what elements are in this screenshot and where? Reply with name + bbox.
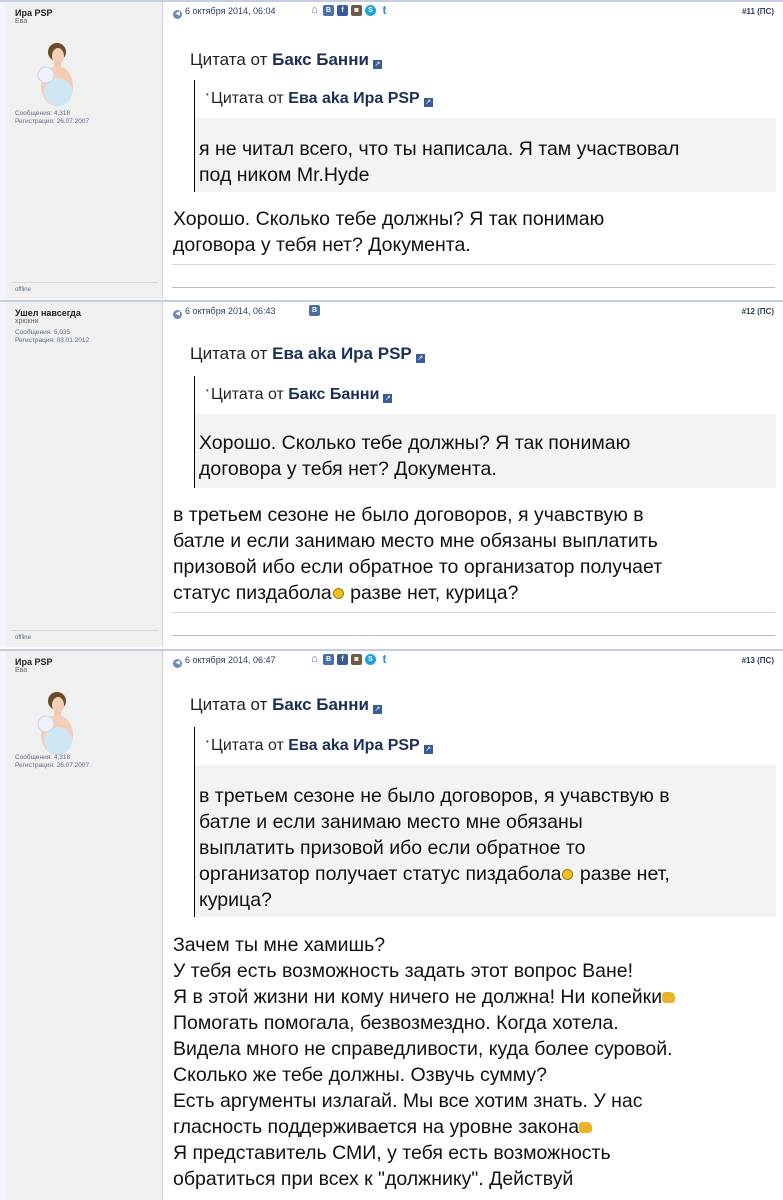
quote-box	[194, 727, 776, 917]
post-number-link[interactable]: #11 (ПС)	[742, 7, 774, 16]
quote-author-link[interactable]: Ева aka Ира PSP	[272, 344, 412, 363]
quote-author-link[interactable]: Бакс Банни	[272, 50, 369, 69]
post-link-icon[interactable]: ◀	[173, 10, 182, 19]
quote-header	[190, 695, 783, 715]
post	[0, 649, 783, 1200]
thumbs-up-icon	[579, 1122, 592, 1133]
user-messages-count: Сообщения: 4,318	[15, 754, 71, 761]
thumbs-up-icon	[662, 992, 675, 1003]
smiley-icon	[562, 869, 573, 880]
quote-label: Цитата от Бакс Банни ↗	[190, 50, 381, 69]
divider	[12, 282, 158, 283]
avatar[interactable]	[34, 691, 80, 757]
post-body: Хорошо. Сколько тебе должны? Я так понимаю договора у тебя нет? Документа.	[173, 208, 605, 256]
smiley-icon	[333, 588, 344, 599]
avatar[interactable]	[34, 42, 80, 108]
nested-quote-label: Цитата от Бакс Банни ↗	[211, 386, 391, 403]
quote-header	[190, 344, 783, 364]
post-body: в третьем сезоне не было договоров, я учавствую в батле и если занимаю место мне обязаны выплатить призовой ибо если обратное то организатор получает статус пиздабола разве нет, курица?	[173, 504, 663, 604]
divider	[172, 287, 775, 288]
quote-box	[194, 376, 776, 488]
instagram-icon[interactable]: ◙	[351, 654, 362, 665]
quote-label: Цитата от Бакс Банни ↗	[190, 695, 381, 714]
user-messages-count: Сообщения: 5,035	[15, 329, 71, 336]
skype-icon[interactable]: S	[365, 5, 376, 16]
jump-to-post-icon[interactable]: ↗	[425, 99, 432, 106]
nested-quote-header	[195, 376, 776, 414]
post-number-link[interactable]: #13 (ПС)	[741, 656, 774, 665]
jump-to-post-icon[interactable]: ↗	[417, 355, 424, 362]
quote-marker-icon: •	[206, 386, 209, 395]
post-number-link[interactable]: #12 (ПС)	[741, 307, 774, 316]
divider	[12, 630, 158, 631]
post-link-icon[interactable]: ◀	[173, 659, 182, 668]
home-icon[interactable]: ⌂	[311, 653, 318, 665]
user-title: Ева	[15, 667, 28, 674]
tumblr-icon[interactable]: t	[382, 652, 387, 666]
post	[0, 300, 783, 647]
home-icon[interactable]: ⌂	[311, 4, 318, 16]
post-body: Зачем ты мне хамишь? У тебя есть возможность задать этот вопрос Ване! Я в этой жизни ни кому ничего не должна! Ни копейки Помогать помогала, безвозмездно. Когда хотела. Видела много не справедливости, куда более суровой. Сколько же тебе должны. Озвучь сумму? Есть аргументы излагай. Мы все хотим знать. У нас гласность поддерживается на уровне закона Я представитель СМИ, у тебя есть возможность обратиться при всех к "должнику". Действуй	[173, 932, 775, 1192]
vk-icon[interactable]: B	[323, 5, 334, 16]
skype-icon[interactable]: S	[365, 654, 376, 665]
divider	[172, 635, 775, 636]
post-header	[164, 2, 783, 22]
user-title: хрюкни	[15, 318, 39, 325]
facebook-icon[interactable]: f	[337, 5, 348, 16]
post-content	[164, 2, 783, 299]
jump-to-post-icon[interactable]: ↗	[374, 706, 381, 713]
jump-to-post-icon[interactable]: ↗	[384, 395, 391, 402]
user-title: Ева	[15, 18, 28, 25]
tumblr-icon[interactable]: t	[382, 3, 387, 17]
username-link[interactable]: Ушел навсегда	[15, 308, 81, 318]
nested-quote-author-link[interactable]: Бакс Банни	[288, 386, 380, 403]
divider	[172, 264, 775, 265]
username-link[interactable]: Ира PSP	[15, 657, 53, 667]
post-content	[164, 302, 783, 647]
vk-icon[interactable]: B	[323, 654, 334, 665]
quote-text: Хорошо. Сколько тебе должны? Я так понимаю договора у тебя нет? Документа.	[199, 432, 631, 480]
post-header	[164, 302, 783, 322]
quote-label: Цитата от Ева aka Ира PSP ↗	[190, 344, 424, 363]
user-registration-date: Регистрация: 26.07.2007	[15, 118, 90, 125]
online-status: offline	[15, 287, 31, 293]
share-icons	[309, 305, 320, 316]
quote-marker-icon: •	[206, 737, 209, 746]
post-date: ◀ 6 октября 2014, 06:43	[173, 306, 276, 319]
divider	[172, 612, 775, 613]
online-status: offline	[15, 635, 31, 641]
post-content	[164, 651, 783, 1200]
quote-marker-icon: •	[206, 90, 209, 99]
nested-quote-label: Цитата от Ева aka Ира PSP ↗	[211, 90, 432, 107]
nested-quote-header	[195, 80, 776, 118]
instagram-icon[interactable]: ◙	[351, 5, 362, 16]
quote-author-link[interactable]: Бакс Банни	[272, 695, 369, 714]
share-icons	[309, 654, 390, 665]
user-sidebar	[6, 2, 163, 299]
vk-icon[interactable]: B	[309, 305, 320, 316]
nested-quote-label: Цитата от Ева aka Ира PSP ↗	[211, 737, 432, 754]
quote-box	[194, 80, 776, 192]
user-messages-count: Сообщения: 4,318	[15, 110, 71, 117]
post-date: ◀ 6 октября 2014, 06:47	[173, 655, 276, 668]
user-sidebar	[6, 651, 163, 1200]
nested-quote-header	[195, 727, 776, 765]
nested-quote-author-link[interactable]: Ева aka Ира PSP	[288, 737, 420, 754]
post-header	[164, 651, 783, 671]
jump-to-post-icon[interactable]: ↗	[374, 61, 381, 68]
username-link[interactable]: Ира PSP	[15, 8, 53, 18]
post-link-icon[interactable]: ◀	[173, 310, 182, 319]
nested-quote-author-link[interactable]: Ева aka Ира PSP	[288, 90, 420, 107]
quote-text: в третьем сезоне не было договоров, я учавствую в батле и если занимаю место мне обязаны выплатить призовой ибо если обратное то организатор получает статус пиздабола разве нет, курица?	[199, 785, 670, 911]
user-registration-date: Регистрация: 03.01.2012	[15, 337, 90, 344]
share-icons	[309, 5, 390, 16]
user-sidebar	[6, 302, 163, 647]
user-registration-date: Регистрация: 26.07.2007	[15, 762, 90, 769]
quote-header	[190, 50, 783, 70]
facebook-icon[interactable]: f	[337, 654, 348, 665]
post	[0, 0, 783, 299]
jump-to-post-icon[interactable]: ↗	[425, 746, 432, 753]
post-date: ◀ 6 октября 2014, 06:04	[173, 6, 276, 19]
quote-text: я не читал всего, что ты написала. Я там участвовал под ником Mr.Hyde	[199, 138, 680, 186]
